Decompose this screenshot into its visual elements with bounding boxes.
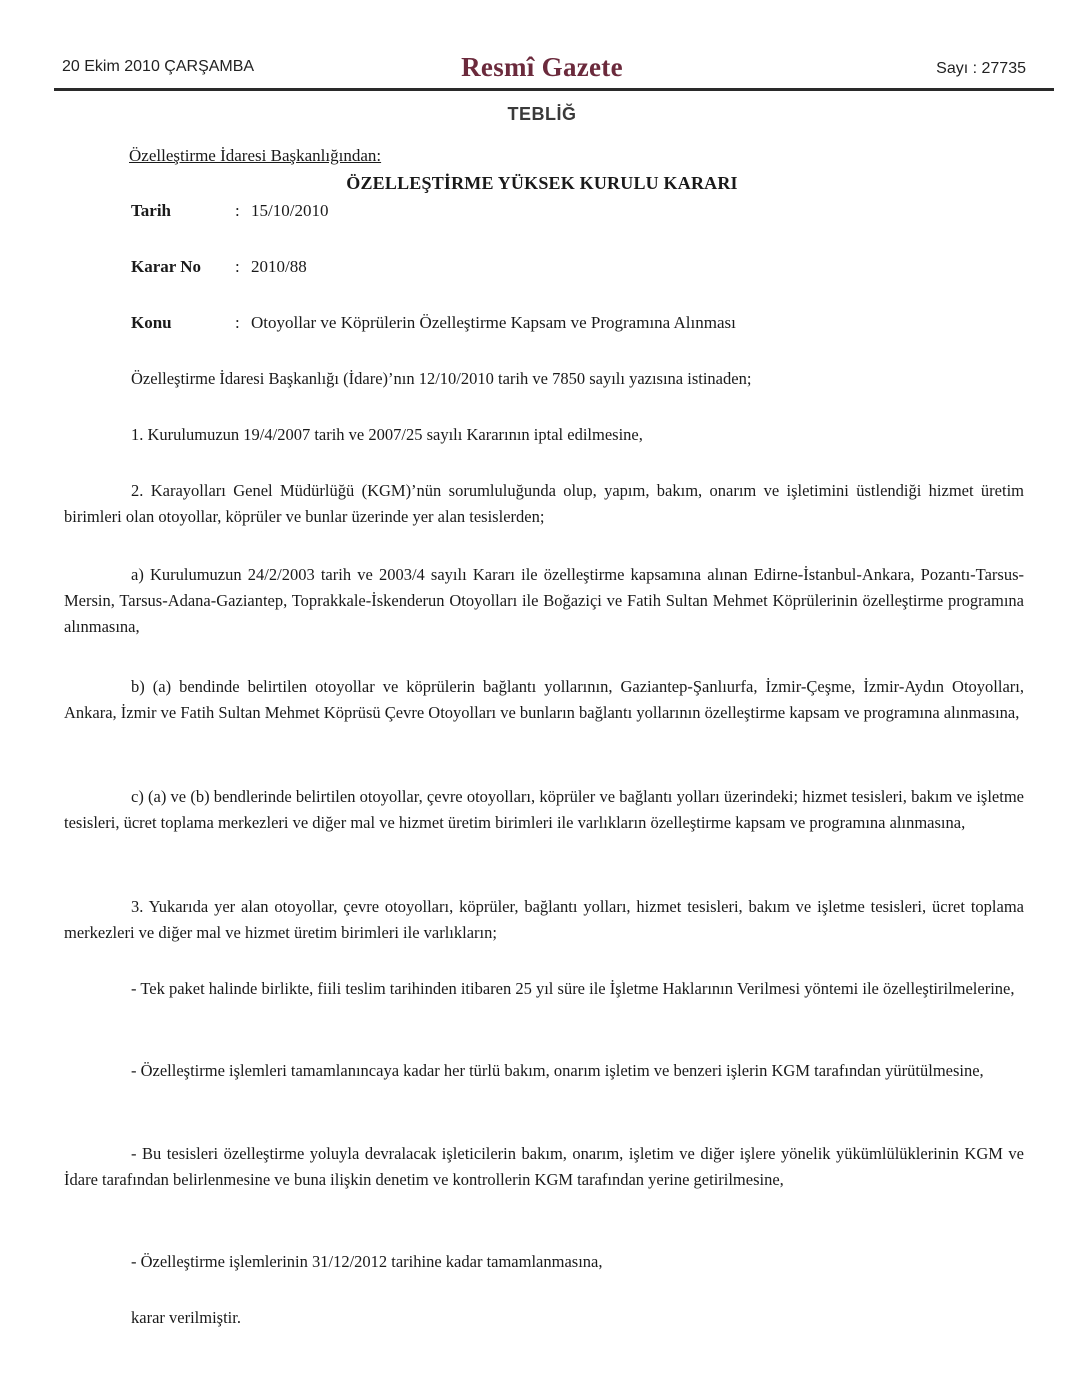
item-1: 1. Kurulumuzun 19/4/2007 tarih ve 2007/25 sayılı Kararının iptal edilmesine, xyxy=(131,425,643,444)
decision-title: ÖZELLEŞTİRME YÜKSEK KURULU KARARI xyxy=(346,173,738,193)
dash-item-2: - Özelleştirme işlemleri tamamlanıncaya kadar her türlü bakım, onarım işletim ve benzeri işlerin KGM tarafından yürütülmesine, xyxy=(131,1061,984,1080)
meta-date-label: Tarih xyxy=(131,201,172,220)
meta-colon: : xyxy=(235,201,240,220)
section-heading: TEBLİĞ xyxy=(507,104,577,124)
item-2a: a) Kurulumuzun 24/2/2003 tarih ve 2003/4 sayılı Kararı ile özelleştirme kapsamına alınan Edirne-İstanbul-Ankara, Pozantı-Tarsus-Mersin, Tarsus-Adana-Gaziantep, Toprakkale-İskenderun Otoyolları ile Boğaziçi ve Fatih Sultan Mehmet Köprülerinin özelleştirme programına alınmasına, xyxy=(64,565,1024,636)
issuer-line: Özelleştirme İdaresi Başkanlığından: xyxy=(129,146,382,165)
item-2c: c) (a) ve (b) bendlerinde belirtilen otoyollar, çevre otoyolları, köprüler ve bağlantı yolları üzerindeki; hizmet tesisleri, bakım ve işletme tesisleri, ücret toplama merkezleri ve diğer mal ve hizmet üretim birimleri ile varlıkların özelleştirme kapsam ve programına alınmasına, xyxy=(64,787,1024,832)
closing-line: karar verilmiştir. xyxy=(131,1308,241,1327)
meta-subject-value: Otoyollar ve Köprülerin Özelleştirme Kapsam ve Programına Alınması xyxy=(251,313,736,332)
meta-subject-label: Konu xyxy=(131,313,172,332)
issue-number: Sayı : 27735 xyxy=(936,60,1026,77)
dash-item-4: - Özelleştirme işlemlerinin 31/12/2012 tarihine kadar tamamlanmasına, xyxy=(131,1252,603,1271)
meta-subject-row xyxy=(131,313,736,333)
gazette-title: Resmî Gazete xyxy=(461,52,623,82)
meta-date-row xyxy=(131,201,328,221)
meta-date-value: 15/10/2010 xyxy=(251,201,329,220)
meta-colon: : xyxy=(235,257,240,276)
header-date: 20 Ekim 2010 ÇARŞAMBA xyxy=(62,58,255,75)
item-2: 2. Karayolları Genel Müdürlüğü (KGM)’nün sorumluluğunda olup, yapım, bakım, onarım ve işletimini üstlendiği hizmet üretim birimleri olan otoyollar, köprüler ve bunlar üzerinde yer alan tesislerden; xyxy=(64,481,1024,526)
item-3: 3. Yukarıda yer alan otoyollar, çevre otoyolları, köprüler, bağlantı yolları, hizmet tesisleri, bakım ve işletme tesisleri, ücret toplama merkezleri ve diğer mal ve hizmet üretim birimleri ile varlıkların; xyxy=(64,897,1024,942)
header-divider xyxy=(54,88,1054,91)
meta-number-label: Karar No xyxy=(131,257,202,276)
meta-number-row xyxy=(131,257,307,277)
intro-paragraph: Özelleştirme İdaresi Başkanlığı (İdare)’nın 12/10/2010 tarih ve 7850 sayılı yazısına istinaden; xyxy=(131,369,752,388)
meta-number-value: 2010/88 xyxy=(251,257,307,276)
dash-item-1: - Tek paket halinde birlikte, fiili teslim tarihinden itibaren 25 yıl süre ile İşletme Haklarının Verilmesi yöntemi ile özelleştirilmelerine, xyxy=(131,979,1015,998)
dash-item-3: - Bu tesisleri özelleştirme yoluyla devralacak işleticilerin bakım, onarım, işletim ve diğer işlere yönelik yükümlülüklerinin KGM ve İdare tarafından belirlenmesine ve buna ilişkin denetim ve kontrollerin KGM tarafından yerine getirilmesine, xyxy=(64,1144,1024,1189)
item-2b: b) (a) bendinde belirtilen otoyollar ve köprülerin bağlantı yollarının, Gaziantep-Şanlıurfa, İzmir-Çeşme, İzmir-Aydın Otoyolları, Ankara, İzmir ve Fatih Sultan Mehmet Köprüsü Çevre Otoyolları ve bunların bağlantı yollarının özelleştirme kapsam ve programına alınmasına, xyxy=(64,677,1024,722)
meta-colon: : xyxy=(235,313,240,332)
